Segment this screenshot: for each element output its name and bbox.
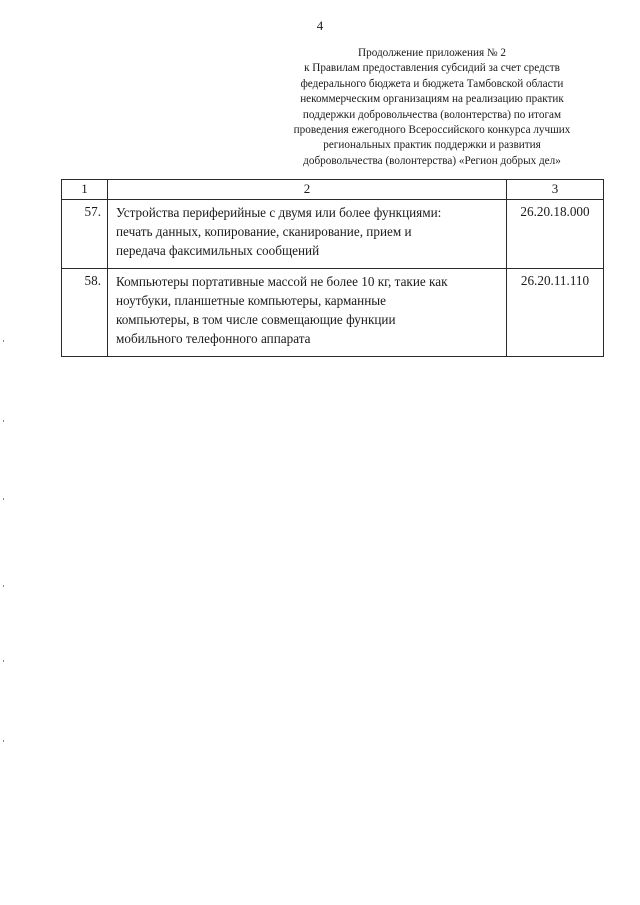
scan-artifact: [3, 420, 4, 422]
table-header-row: [62, 180, 604, 200]
row-number: 58.: [62, 269, 108, 357]
column-header-3: 3: [507, 180, 604, 200]
header-line: некоммерческим организациям на реализацию практик: [300, 93, 564, 106]
description-line: ноутбуки, планшетные компьютеры, карманные: [116, 293, 386, 308]
column-header-1: 1: [62, 180, 108, 200]
scan-artifact: [3, 740, 4, 742]
header-line: поддержки добровольчества (волонтерства) по итогам: [302, 108, 562, 121]
row-code: 26.20.11.110: [507, 269, 604, 357]
description-line: Компьютеры портативные массой не более 10 кг, такие как: [116, 274, 448, 289]
description-line: печать данных, копирование, сканирование, прием и: [116, 224, 412, 239]
table-row: [62, 269, 604, 357]
header-line: добровольчества (волонтерства) «Регион добрых дел»: [303, 154, 561, 167]
description-line: передача факсимильных сообщений: [116, 243, 320, 258]
table-row: [62, 200, 604, 269]
row-description: [108, 269, 507, 357]
equipment-table: [61, 179, 604, 357]
header-line: региональных практик поддержки и развития: [323, 139, 541, 152]
header-line: Продолжение приложения № 2: [358, 47, 506, 59]
row-description: [108, 200, 507, 269]
header-line: к Правилам предоставления субсидий за счет средств: [304, 62, 560, 75]
page-number: 4: [316, 18, 324, 33]
scan-artifact: [3, 498, 4, 500]
scan-artifact: [3, 660, 4, 662]
description-line: Устройства периферийные с двумя или более функциями:: [116, 205, 442, 220]
column-header-2: 2: [108, 180, 507, 200]
scan-artifact: [3, 340, 4, 342]
row-number: 57.: [62, 200, 108, 269]
header-line: проведения ежегодного Всероссийского конкурса лучших: [293, 124, 571, 137]
header-line: федерального бюджета и бюджета Тамбовской области: [300, 77, 564, 90]
description-line: компьютеры, в том числе совмещающие функции: [116, 312, 396, 327]
scan-artifact: [3, 585, 4, 587]
description-line: мобильного телефонного аппарата: [116, 331, 311, 346]
row-code: 26.20.18.000: [507, 200, 604, 269]
appendix-header: [262, 46, 602, 169]
